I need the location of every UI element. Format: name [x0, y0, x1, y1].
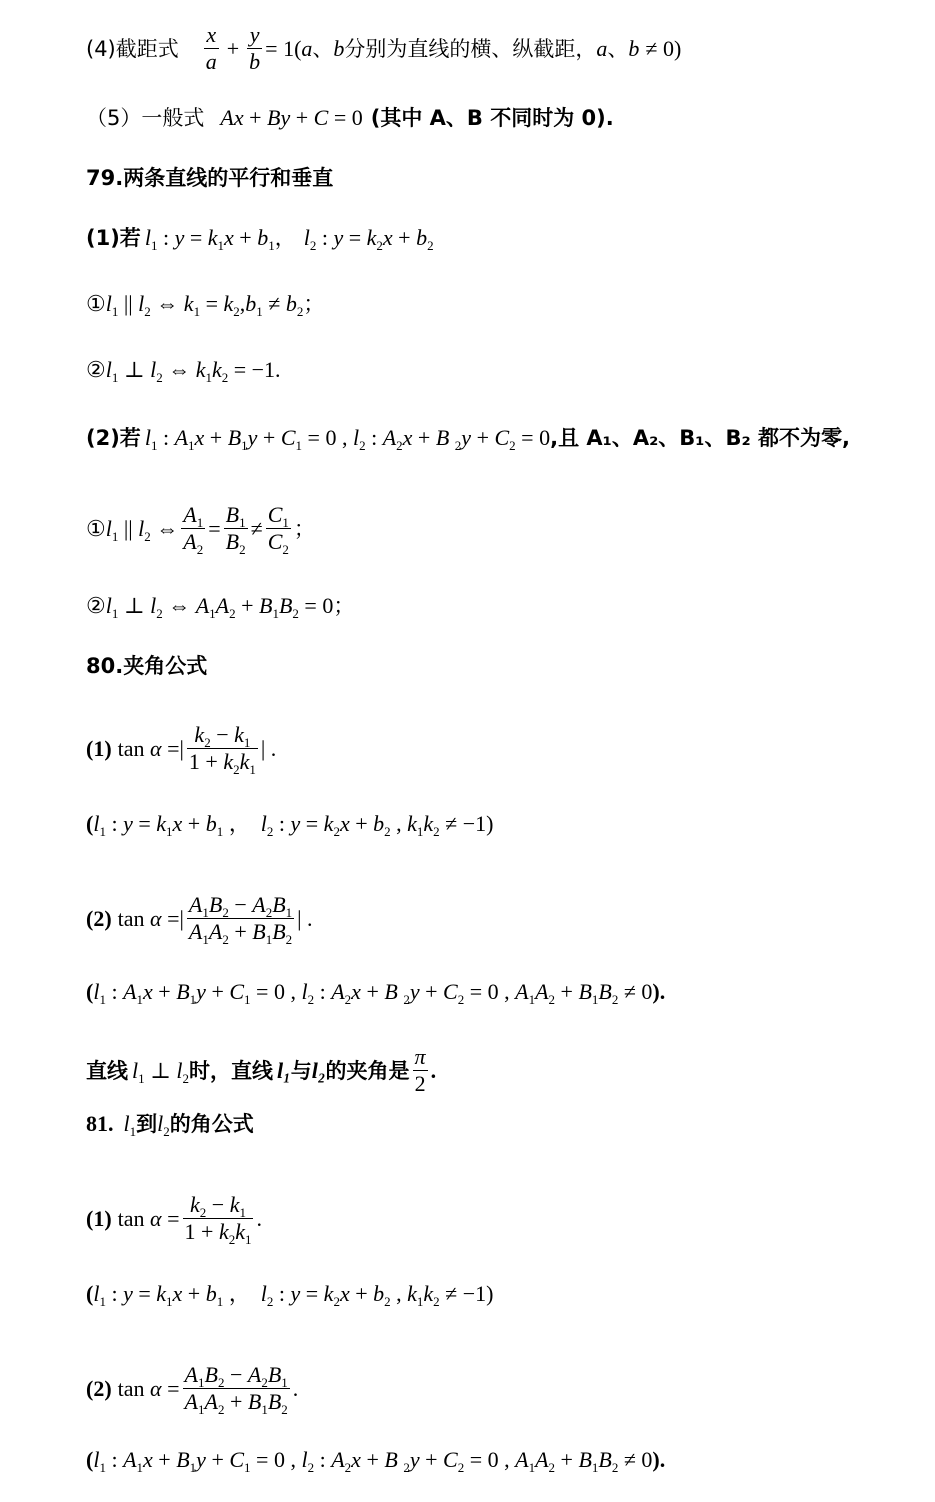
- note-with: 与: [290, 1058, 312, 1083]
- note-a2: a: [596, 35, 608, 61]
- close-paren: ): [486, 811, 494, 836]
- s79-case2-label: (2)若: [86, 426, 141, 450]
- close-paren: ): [486, 1281, 494, 1306]
- s79-case1-line: (1)若 $l_1$ : $y = k_1x + b_1$ ， $l_2$ : $y = k_2x + b_2$: [86, 225, 434, 253]
- fraction-x-over-a: $\frac{x}{a}$: [205, 22, 217, 74]
- note-post: 的夹角是: [325, 1058, 410, 1083]
- section-80-title: 80.夹角公式: [86, 654, 208, 678]
- s79-case1-parallel: ① $l_1$ || $l_2$ ⇔ $k_1 = k_2,b_1 \ne b_2$ ；: [86, 291, 325, 319]
- note-b: b: [333, 35, 345, 61]
- s81-condition2: ( $l_1$ : $A_1x + B_1y + C_1 = 0$ , $l_2$ : $A_2x + B$ $_2y + C_2 = 0$ , $A_1A_2 + B_1B_2 \ne 0$ ).: [86, 1447, 666, 1475]
- circled-2: ②: [86, 593, 106, 618]
- close-paren: ).: [652, 1447, 666, 1472]
- intercept-form-line: (4)截距式 $\frac{x}{a}$ + $\frac{y}{b}$ = 1 ( a 、 b 分别为直线的横、纵截距， a 、 b ≠ 0): [86, 22, 682, 74]
- s81-formula1-label: (1): [86, 1205, 112, 1231]
- fraction-ab-over-aa: $\frac{A_1B_2 - A_2B_1}{A_1A_2 + B_1B_2}$: [188, 892, 293, 947]
- tail: ；: [293, 516, 315, 541]
- s81-formula2-label: (2): [86, 1375, 112, 1401]
- note-b2: b: [628, 35, 640, 61]
- fraction-k2-minus-k1: $\frac{k_2 - k_1}{1 + k_2k_1}$: [184, 1192, 252, 1247]
- tail: ；: [303, 292, 325, 316]
- fraction-a1-a2: $\frac{A_1}{A_2}$: [183, 502, 204, 557]
- s80-formula1-label: (1): [86, 735, 112, 761]
- note-sep2: 、: [607, 36, 629, 61]
- section-81-number: 81.: [86, 1111, 114, 1136]
- section-81-title: 81. $l_1$ 到 $l_2$ 的角公式: [86, 1111, 254, 1139]
- note-cond: ≠ 0): [645, 35, 682, 61]
- circled-2: ②: [86, 357, 106, 382]
- note-mid: 时，直线: [188, 1058, 273, 1083]
- open-paren: (: [86, 979, 94, 1004]
- s80-formula1: (1) tan α =| $\frac{k_2 - k_1}{1 + k_2k_1}$ | .: [86, 722, 277, 777]
- open-paren: (: [86, 1281, 94, 1306]
- close-paren: ).: [652, 979, 666, 1004]
- note-a: a: [301, 35, 313, 61]
- fraction-b1-b2: $\frac{B_1}{B_2}$: [225, 502, 246, 557]
- s79-case1-label: (1)若: [86, 226, 141, 250]
- s80-condition2: ( $l_1$ : $A_1x + B_1y + C_1 = 0$ , $l_2$ : $A_2x + B$ $_2y + C_2 = 0$ , $A_1A_2 + B_1B_2 \ne 0$ ).: [86, 979, 666, 1007]
- circled-1: ①: [86, 291, 106, 316]
- s80-formula2-label: (2): [86, 905, 112, 931]
- s80-condition1: ( $l_1$ : $y = k_1x + b_1$ ， $l_2$ : $y = k_2x + b_2$ , $k_1k_2 \ne -1$ ): [86, 811, 494, 839]
- general-form-label: （5）一般式: [86, 106, 205, 130]
- fraction-y-over-b: $\frac{y}{b}$: [249, 22, 261, 74]
- tail: .: [275, 357, 281, 382]
- s81-formula2: (2) tan α = $\frac{A_1B_2 - A_2B_1}{A_1A_2 + B_1B_2}$ .: [86, 1362, 299, 1417]
- s80-right-angle-note: 直线 $l_1$ ⊥ $l_2$ 时，直线 l₁ 与 l₂ 的夹角是 $\frac{\pi}{2}$ .: [86, 1044, 437, 1096]
- s79-case2-parallel: ① $l_1$ || $l_2$ ⇔ $\frac{A_1}{A_2}$ = $\frac{B_1}{B_2}$ ≠ $\frac{C_1}{C_2}$ ；: [86, 502, 315, 557]
- fraction-c1-c2: $\frac{C_1}{C_2}$: [267, 502, 289, 557]
- note-l1: l₁: [276, 1057, 291, 1083]
- s79-case2-perpendicular: ② $l_1$ ⊥ $l_2$ ⇔ $A_1A_2 + B_1B_2 = 0$ ；: [86, 593, 355, 621]
- section-81-post: 的角公式: [169, 1112, 254, 1136]
- s79-case1-sep: ，: [274, 226, 296, 250]
- s79-case2-line: (2)若 $l_1$ : $A_1x + B_1y + C_1 = 0$ , $l_2$ : $A_2x + B$ $_2y + C_2 = 0$ ,且 A₁、A₂、B₁、B₂ 都不为零,: [86, 425, 850, 453]
- intercept-form-label: (4)截距式: [86, 36, 179, 61]
- circled-1: ①: [86, 515, 106, 541]
- s81-formula1: (1) tan α = $\frac{k_2 - k_1}{1 + k_2k_1}$ .: [86, 1192, 262, 1247]
- s81-condition1: ( $l_1$ : $y = k_1x + b_1$ ， $l_2$ : $y = k_2x + b_2$ , $k_1k_2 \ne -1$ ): [86, 1281, 494, 1309]
- s80-formula2: (2) tan α =| $\frac{A_1B_2 - A_2B_1}{A_1A_2 + B_1B_2}$ | .: [86, 892, 313, 947]
- s79-case1-perpendicular: ② $l_1$ ⊥ $l_2$ ⇔ $k_1k_2 = -1$ .: [86, 357, 281, 385]
- note-open: (: [294, 35, 302, 61]
- tail: ；: [333, 594, 355, 618]
- s79-case2-tail: ,且 A₁、A₂、B₁、B₂ 都不为零,: [550, 426, 850, 450]
- fraction-pi-over-2: $\frac{\pi}{2}$: [414, 1044, 426, 1096]
- general-form-note: (其中 A、B 不同时为 0).: [370, 106, 614, 130]
- section-79-title: 79.两条直线的平行和垂直: [86, 166, 334, 190]
- note-l2: l₂: [311, 1057, 326, 1083]
- section-81-to: 到: [136, 1112, 158, 1136]
- fraction-ab-over-aa: $\frac{A_1B_2 - A_2B_1}{A_1A_2 + B_1B_2}$: [184, 1362, 288, 1417]
- open-paren: (: [86, 811, 94, 836]
- note-pre: 直线: [86, 1058, 128, 1083]
- note-sep: 、: [312, 36, 334, 61]
- note-text: 分别为直线的横、纵截距，: [344, 36, 597, 61]
- fraction-k2-minus-k1: $\frac{k_2 - k_1}{1 + k_2k_1}$: [188, 722, 256, 777]
- general-form-line: （5）一般式 Ax + By + C = 0 (其中 A、B 不同时为 0).: [86, 105, 614, 130]
- open-paren: (: [86, 1447, 94, 1472]
